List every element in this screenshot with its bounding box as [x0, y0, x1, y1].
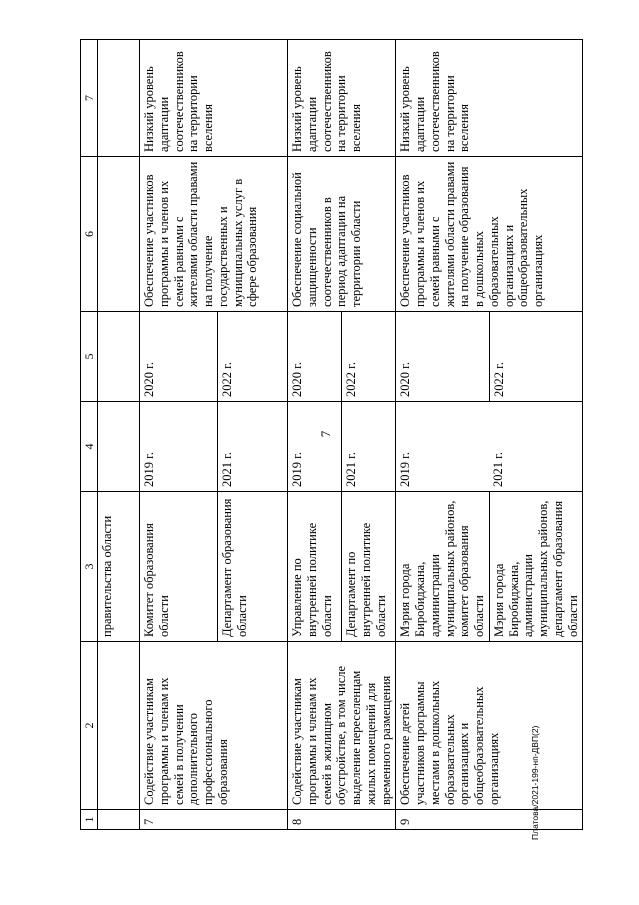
header-col-2: 2	[81, 642, 98, 810]
page-number: 7	[318, 430, 333, 438]
table-row	[288, 40, 342, 830]
executor-text: Департамент образования области	[218, 492, 288, 642]
start-year: 2019 г.	[288, 402, 342, 492]
start-year: 2019 г.	[396, 402, 490, 492]
start-year: 2019 г.	[140, 402, 218, 492]
cell-empty	[98, 312, 140, 402]
end-year: 2022 г.	[489, 312, 583, 402]
risk-text: Низкий уровень адаптации соотечественников на территории вселения	[288, 40, 396, 157]
header-col-6: 6	[81, 157, 98, 312]
cell-empty	[98, 642, 140, 810]
executor-text: Мэрия города Биробиджана, администрации муниципальных районов, департамент образования области	[489, 492, 583, 642]
header-col-4: 4	[81, 402, 98, 492]
end-year: 2020 г.	[396, 312, 490, 402]
cell-empty	[98, 810, 140, 830]
result-text: Обеспечение участников программы и членов их семей равными с жителями области правами на получение образования в дошкольных образовательных организациях и общеобразовательных организациях	[396, 157, 583, 312]
header-col-5: 5	[81, 312, 98, 402]
executor-text: Комитет образования области	[140, 492, 218, 642]
end-year: 2020 г.	[140, 312, 218, 402]
measure-text: Обеспечение детей участников программы местами в дошкольных образовательных организациях и общеобразовательных организациях	[396, 642, 583, 810]
cell-empty	[98, 40, 140, 157]
header-col-3: 3	[81, 492, 98, 642]
result-text: Обеспечение участников программы и членов их семей равными с жителями области правами на получение государственных и муниципальных услуг в сфере образования	[140, 157, 288, 312]
end-year: 2022 г.	[342, 312, 396, 402]
table-row	[396, 40, 490, 830]
risk-text: Низкий уровень адаптации соотечественников на территории вселения	[396, 40, 583, 157]
header-row	[81, 40, 98, 830]
measures-table	[80, 39, 583, 830]
executor-text: Управление по внутренней политике области	[288, 492, 342, 642]
continuation-executor: правительства области	[98, 492, 140, 642]
measure-text: Содействие участникам программы и членам их семей в получении дополнительного профессионального образования	[140, 642, 288, 810]
document-id-footer: Платова/2021-199-нп-ДВП(2)	[530, 725, 540, 840]
risk-text: Низкий уровень адаптации соотечественников на территории вселения	[140, 40, 288, 157]
cell-empty	[98, 402, 140, 492]
start-year: 2021 г.	[489, 402, 583, 492]
measure-text: Содействие участникам программы и членам их семей в жилищном обустройстве, в том числе выделение переселенцам жилых помещений для временного размещения	[288, 642, 396, 810]
header-col-7: 7	[81, 40, 98, 157]
executor-text: Департамент по внутренней политике области	[342, 492, 396, 642]
executor-text: Мэрия города Биробиджана, администрации муниципальных районов, комитет образования области	[396, 492, 490, 642]
result-text: Обеспечение социальной защищенности соотечественников в период адаптации на территории области	[288, 157, 396, 312]
end-year: 2022 г.	[218, 312, 288, 402]
end-year: 2020 г.	[288, 312, 342, 402]
row-number: 9	[396, 810, 583, 830]
continuation-row	[98, 40, 140, 830]
start-year: 2021 г.	[342, 402, 396, 492]
table-row	[140, 40, 218, 830]
header-col-1: 1	[81, 810, 98, 830]
row-number: 7	[140, 810, 288, 830]
start-year: 2021 г.	[218, 402, 288, 492]
cell-empty	[98, 157, 140, 312]
row-number: 8	[288, 810, 396, 830]
